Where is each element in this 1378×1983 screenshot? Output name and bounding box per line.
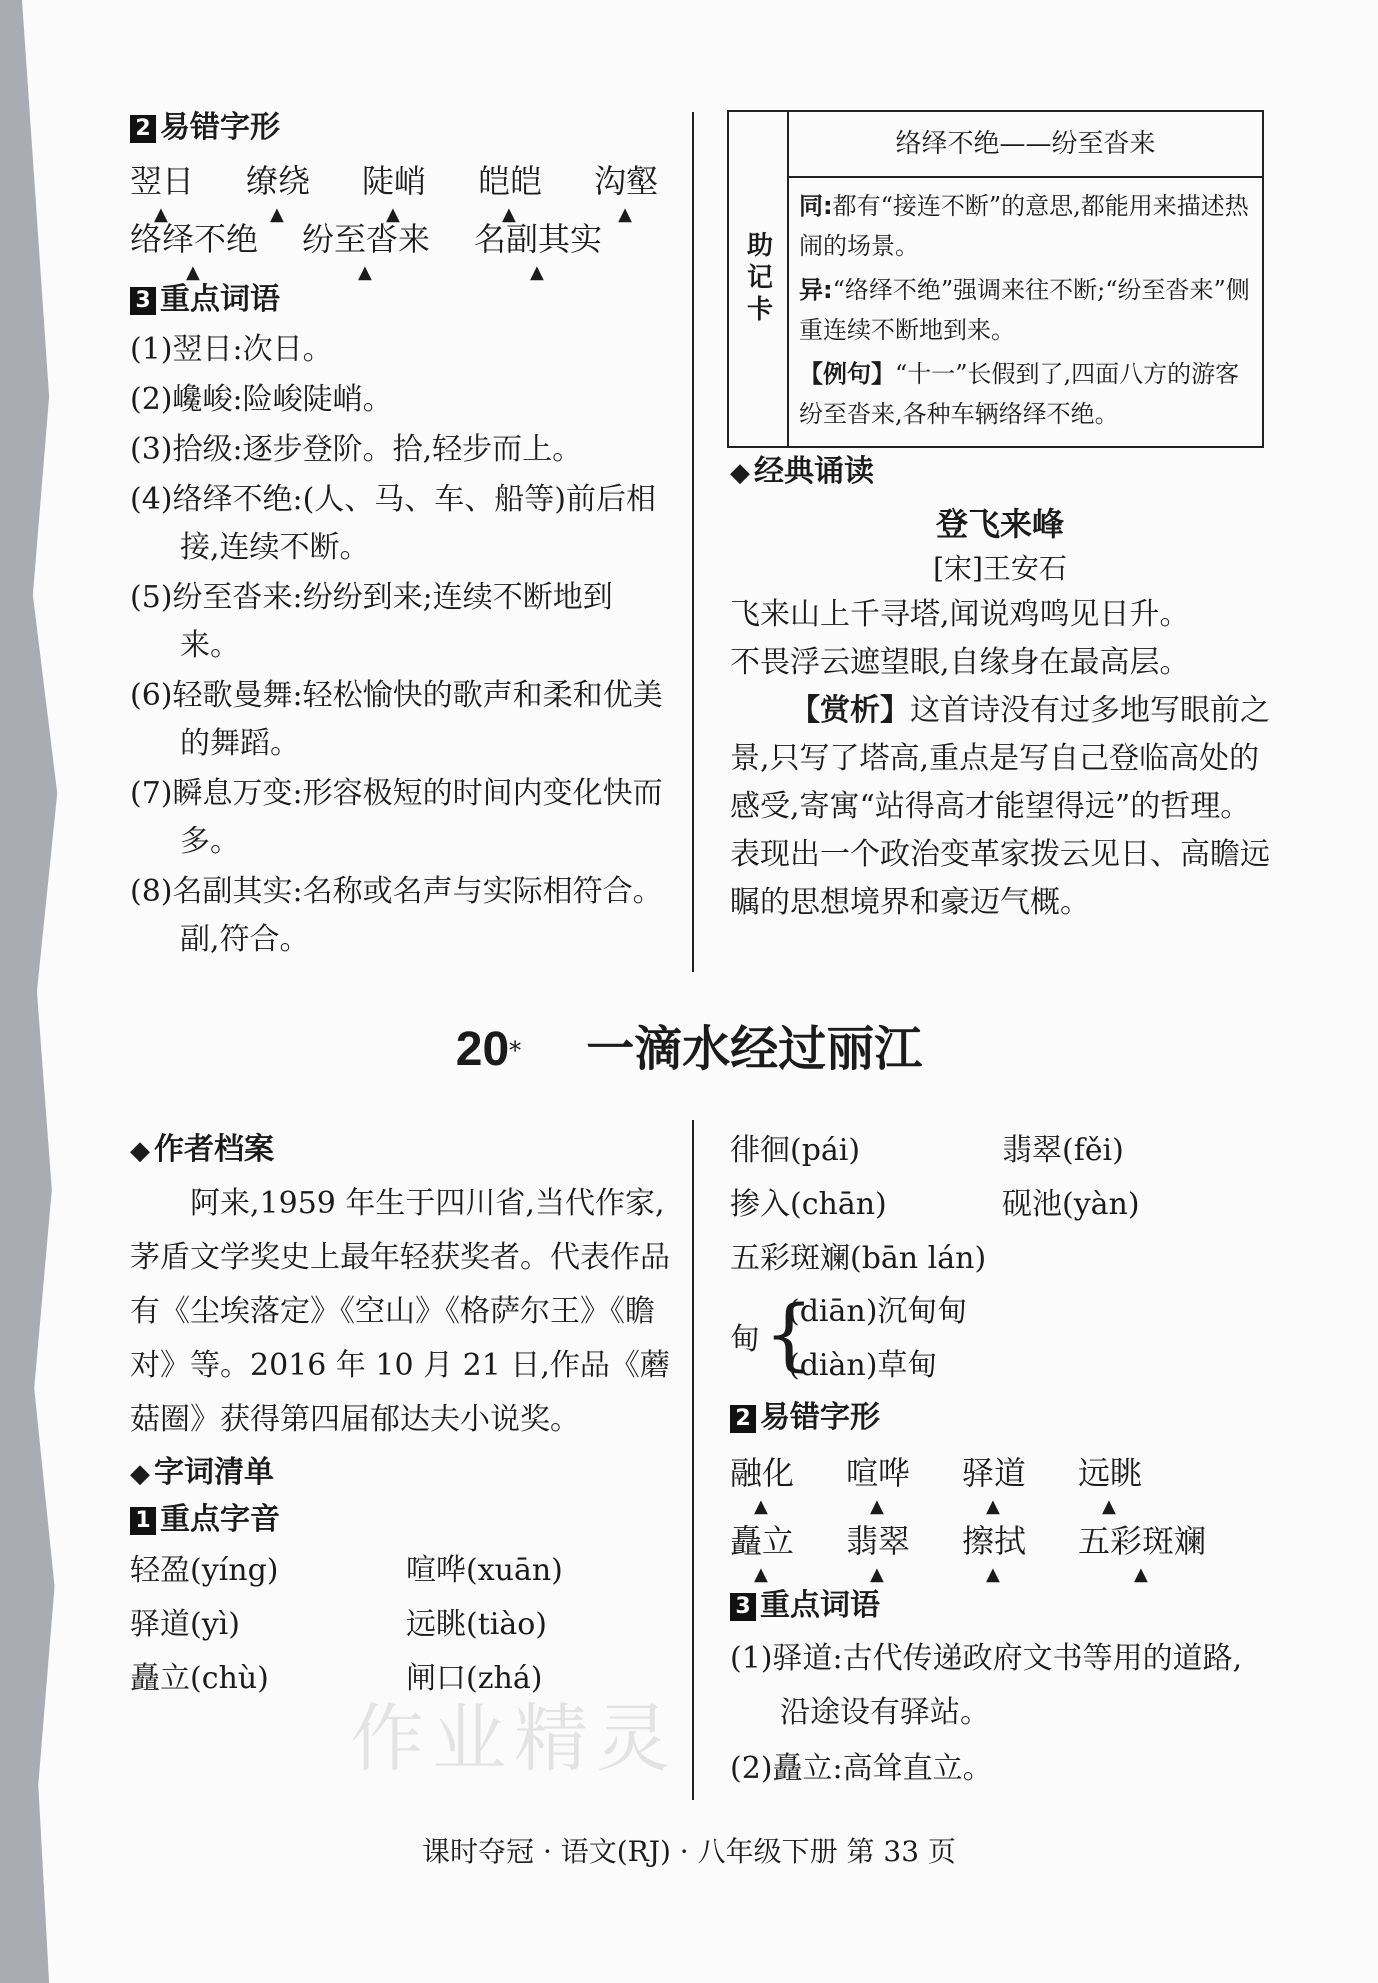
diamond-icon: ◆ [130,1459,150,1489]
word: 缭绕 ▲ [246,152,310,210]
card-diff: 异:“络绎不绝”强调来往不断;“纷至沓来”侧重连续不断地到来。 [799,276,1250,344]
chapter-number: 20 [455,1023,510,1076]
right-bottom-column [730,1124,1270,1798]
poem-author: [宋]王安石 [933,552,1067,585]
definition-item: (2)巉峻:险峻陡峭。 [130,382,393,417]
section-heading: ◆ 作者档案 [130,1132,274,1167]
error-words-row [130,152,670,210]
definition-item: (7)瞬息万变:形容极短的时间内变化快而多。 [130,776,663,859]
pinyin-item: 矗立(chù) [130,1661,269,1696]
left-top-column [130,108,670,966]
word: 纷至沓来 ▲ [302,210,430,268]
word: 翌日 ▲ [130,152,194,210]
definition-item: (1)驿道:古代传递政府文书等用的道路,沿途设有驿站。 [730,1641,1243,1730]
pinyin-item: 喧哗(xuān) [406,1553,563,1588]
card-side-label: 助记卡 [729,112,789,446]
word: 名副其实 ▲ [474,210,602,268]
section-heading: ◆ 经典诵读 [730,454,874,489]
page-footer: 课时夺冠 · 语文(RJ) · 八年级下册 第 33 页 [422,1835,956,1868]
word: 陡峭 ▲ [362,152,426,210]
brace: { [764,1290,814,1380]
card-body [799,186,1252,434]
polyphone-reading: (diàn)草甸 [788,1348,938,1383]
definition-item: (3)拾级:逐步登阶。拾,轻步而上。 [130,432,583,467]
definition-item: (1)翌日:次日。 [130,332,333,367]
definition-list [730,1632,1270,1796]
word: 沟壑 ▲ [594,152,658,210]
word: 驿道 ▲ [962,1444,1026,1502]
chapter-title: 一滴水经过丽江 [586,1021,923,1077]
polyphone-reading: (diān)沉甸甸 [788,1294,968,1329]
word: 皑皑 ▲ [478,152,542,210]
error-words-row [730,1444,1270,1502]
pinyin-item: 掺入(chān) [730,1187,887,1222]
watermark: 作业精灵 [350,1696,678,1782]
poem-section [730,452,1270,927]
section-heading: 3 重点词语 [730,1586,1270,1626]
word: 喧哗 ▲ [846,1444,910,1502]
pinyin-item: 翡翠(fěi) [1002,1133,1124,1168]
diamond-icon: ◆ [130,1136,150,1166]
polyphone-char: 甸 [730,1322,760,1357]
pinyin-row [730,1124,1270,1178]
word: 擦拭 ▲ [962,1512,1026,1570]
poem-title: 登飞来峰 [935,505,1064,543]
chapter-star: * [509,1036,522,1065]
pinyin-list [730,1124,1270,1286]
poem-line: 飞来山上千寻塔,闻说鸡鸣见日升。 [730,597,1190,632]
word: 五彩斑斓 ▲ [1078,1512,1206,1570]
pinyin-item: 闸口(zhá) [406,1661,543,1696]
pinyin-item: 驿道(yì) [130,1607,240,1642]
word: 翡翠 ▲ [846,1512,910,1570]
section-heading: 2 易错字形 [730,1398,1270,1438]
pinyin-item: 远眺(tiào) [406,1607,548,1642]
card-heading: 络绎不绝——纷至沓来 [789,112,1262,178]
pinyin-row [130,1544,670,1598]
pinyin-item: 砚池(yàn) [1002,1187,1140,1222]
definition-item: (5)纷至沓来:纷纷到来;连续不断地到来。 [130,580,613,663]
memory-card [727,110,1264,448]
definition-item: (2)矗立:高耸直立。 [730,1751,993,1786]
author-bio: 阿来,1959 年生于四川省,当代作家,茅盾文学奖史上最年轻获奖者。代表作品有《尘埃落定》《空山》《格萨尔王》《瞻对》等。2016 年 10 月 21 日,作品《蘑菇圈》获得第四届郁达夫小说奖。 [130,1186,670,1437]
word: 络绎不绝 ▲ [130,210,258,268]
definition-item: (6)轻歌曼舞:轻松愉快的歌声和柔和优美的舞蹈。 [130,678,663,761]
definition-item: (8)名副其实:名称或名声与实际相符合。副,符合。 [130,874,663,957]
chapter-heading [0,1010,1378,1079]
column-divider-bottom [692,1120,694,1800]
section-heading: 3 重点词语 [130,280,670,320]
section-heading: 1 重点字音 [130,1500,670,1540]
poem-appreciation: 【赏析】这首诗没有过多地写眼前之景,只写了塔高,重点是写自己登临高处的感受,寄寓“站得高才能望得远”的哲理。表现出一个政治变革家拨云见日、高瞻远瞩的思想境界和豪迈气概。 [730,693,1270,920]
word: 融化 ▲ [730,1444,794,1502]
diamond-icon: ◆ [730,458,750,488]
pinyin-row [730,1232,1270,1286]
pinyin-item: 轻盈(yíng) [130,1553,279,1588]
word: 远眺 ▲ [1078,1444,1142,1502]
pinyin-row [730,1178,1270,1232]
column-divider-top [692,112,694,972]
section-heading: 2 易错字形 [130,108,670,148]
word: 矗立 ▲ [730,1512,794,1570]
card-example: 【例句】“十一”长假到了,四面八方的游客纷至沓来,各种车辆络绎不绝。 [799,360,1240,428]
left-bottom-column [130,1130,670,1706]
polyphone-group [730,1286,1270,1390]
error-words-row [130,210,670,268]
pinyin-item: 徘徊(pái) [730,1133,861,1168]
poem-line: 不畏浮云遮望眼,自缘身在最高层。 [730,645,1190,680]
error-words-row [730,1512,1270,1570]
definition-list [130,326,670,964]
section-heading: ◆ 字词清单 [130,1455,274,1490]
pinyin-row [130,1598,670,1652]
definition-item: (4)络绎不绝:(人、马、车、船等)前后相接,连续不断。 [130,482,657,565]
card-same: 同:都有“接连不断”的意思,都能用来描述热闹的场景。 [799,192,1249,260]
pinyin-item: 五彩斑斓(bān lán) [730,1241,987,1276]
